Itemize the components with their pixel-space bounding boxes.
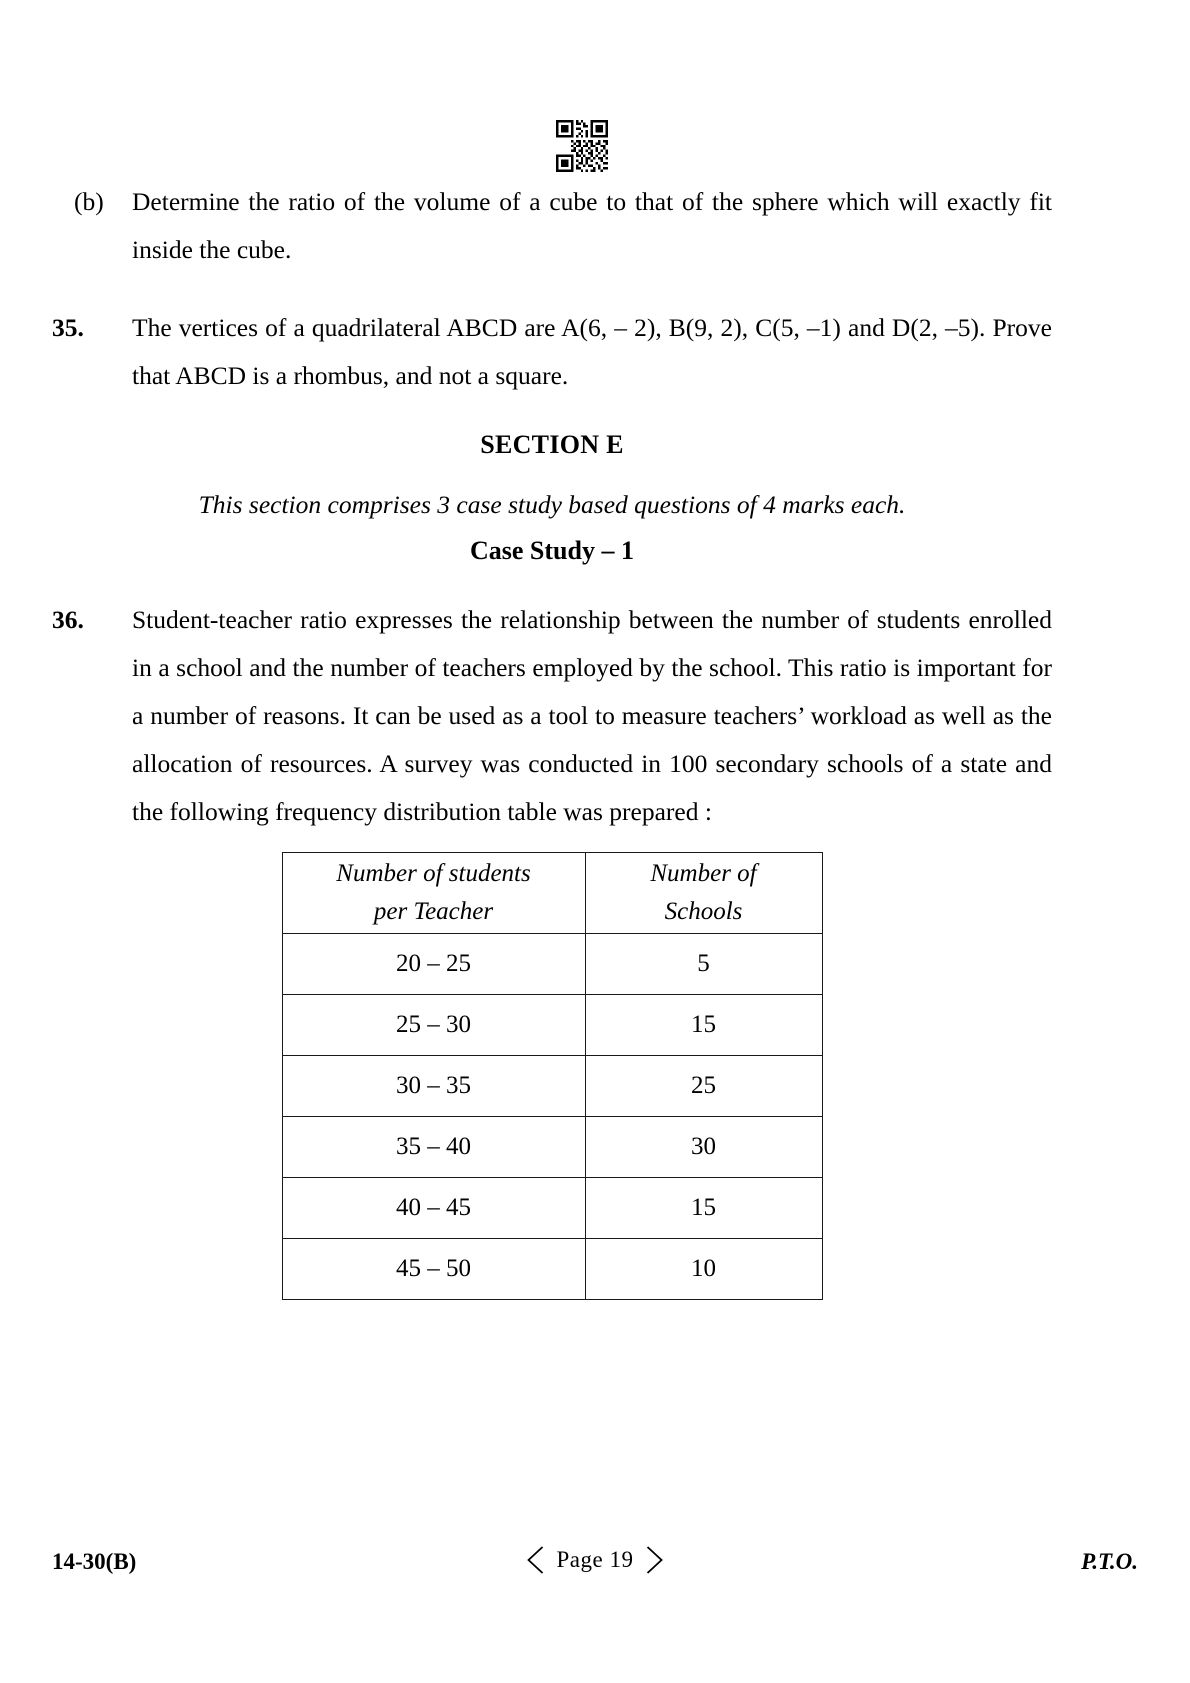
question-35-text: The vertices of a quadrilateral ABCD are A(6, – 2), B(9, 2), C(5, –1) and D(2, –5). Prove that ABCD is a rhombus, and not a square.: [132, 313, 1052, 390]
question-35-number: 35.: [52, 313, 84, 342]
question-part-b: [52, 178, 1052, 274]
table-row: [282, 934, 822, 995]
table-header-students-line2: per Teacher: [373, 898, 494, 925]
table-header-students: [282, 853, 585, 934]
question-36-text: Student-teacher ratio expresses the relationship between the number of students enrolled in a school and the number of teachers employed by the school. This ratio is important for a number of reasons. It can be used as a tool to measure teachers’ workload as well as the allocation of resources. A survey was conducted in 100 secondary schools of a state and the following frequency distribution table was prepared :: [132, 605, 1052, 826]
cell-schools: 15: [585, 995, 822, 1056]
cell-interval: 40 – 45: [282, 1178, 585, 1239]
table-header-students-line1: Number of students: [336, 860, 531, 887]
cell-schools: 15: [585, 1178, 822, 1239]
page-content: [52, 178, 1052, 1300]
chevron-right-icon: [645, 1545, 663, 1575]
table-row: [282, 1117, 822, 1178]
question-35: [52, 304, 1052, 400]
section-heading: SECTION E: [480, 430, 624, 459]
cell-schools: 30: [585, 1117, 822, 1178]
cell-schools: 10: [585, 1239, 822, 1300]
page-number-group: [527, 1545, 664, 1575]
table-row: [282, 1178, 822, 1239]
question-part-label: (b): [74, 187, 104, 216]
page-number: Page 19: [556, 1547, 634, 1572]
cell-interval: 45 – 50: [282, 1239, 585, 1300]
cell-schools: 5: [585, 934, 822, 995]
question-36: [52, 596, 1052, 836]
frequency-distribution-table: [282, 852, 823, 1300]
cell-schools: 25: [585, 1056, 822, 1117]
question-36-number: 36.: [52, 605, 84, 634]
cell-interval: 30 – 35: [282, 1056, 585, 1117]
frequency-table-wrap: [52, 852, 1052, 1300]
table-row: [282, 995, 822, 1056]
table-row: [282, 1239, 822, 1300]
cell-interval: 35 – 40: [282, 1117, 585, 1178]
cell-interval: 25 – 30: [282, 995, 585, 1056]
chevron-left-icon: [527, 1545, 545, 1575]
case-study-heading: Case Study – 1: [470, 536, 634, 565]
table-row: [282, 1056, 822, 1117]
question-part-b-text: Determine the ratio of the volume of a cube to that of the sphere which will exactly fit inside the cube.: [132, 187, 1052, 264]
paper-code: 14-30(B): [52, 1549, 137, 1574]
table-header-schools-line1: Number of: [650, 860, 757, 887]
qr-code-icon: [556, 120, 608, 172]
pto-label: P.T.O.: [1081, 1549, 1138, 1574]
page-footer: [52, 1545, 1138, 1591]
table-header-schools: [585, 853, 822, 934]
table-header-schools-line2: Schools: [664, 898, 743, 925]
section-note: This section comprises 3 case study based questions of 4 marks each.: [198, 490, 906, 519]
table-header-row: [282, 853, 822, 934]
cell-interval: 20 – 25: [282, 934, 585, 995]
